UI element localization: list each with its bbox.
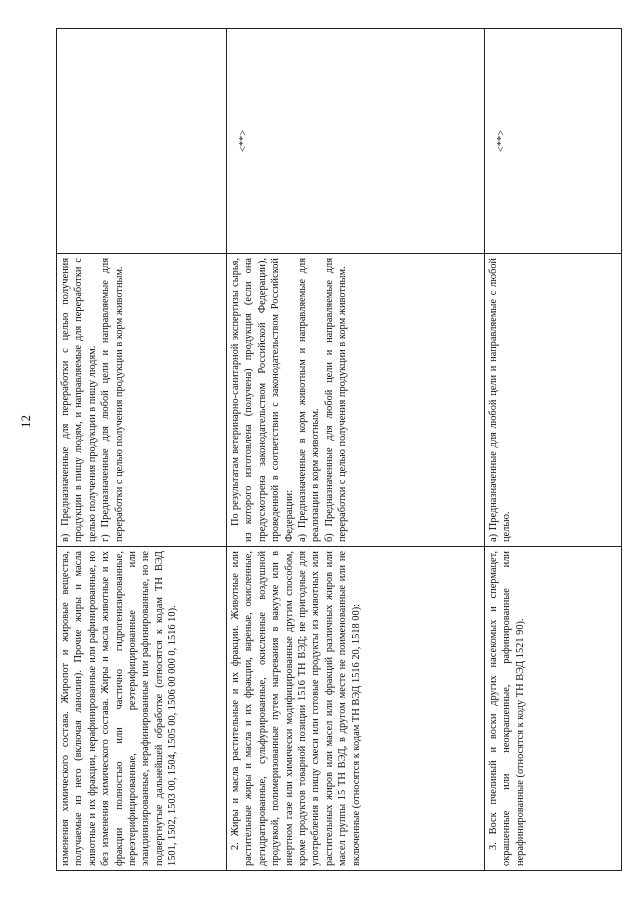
page-number: 12 <box>18 415 33 428</box>
table-row <box>57 29 227 871</box>
purpose-item: По результатам ветеринарно-санитарной экспертизы сырья, из которого изготовлена (получена) продукция (если она предусмотрена законодательством Российской Федерации), проведенной в соответствии с законодательством Российской Федерации: <box>230 258 295 542</box>
purpose-item: в) Предназначенные для переработки с целью получения продукции в пищу людям, и направляемые для переработки с целью получения продукции в пищу людям. <box>60 258 98 542</box>
purpose-cell <box>485 254 622 547</box>
purpose-cell <box>227 254 485 547</box>
note-cell <box>57 29 227 254</box>
table-row <box>485 29 622 871</box>
purpose-cell <box>57 254 227 547</box>
note-mark: <**> <box>496 129 507 153</box>
regulation-table <box>56 28 622 871</box>
product-description-cell <box>485 547 622 871</box>
note-cell <box>485 29 622 254</box>
note-mark: <**> <box>238 129 249 153</box>
purpose-item: а) Предназначенные для любой цели и направляемые с любой целью. <box>488 258 513 542</box>
purpose-item: а) Предназначенные в корм животным и направляемые для реализации в корм животным. <box>297 258 322 542</box>
table-row <box>227 29 485 871</box>
product-description-cell <box>57 547 227 871</box>
product-description: изменения химического состава. Жиропот и жировые вещества, получаемые из него (включая ланолин). Прочие жиры и масла животные и их фракции, нерафинированные или рафинированные, но без изменения химического состава. Жиры и масла животные и их фракции полностью или частично гидрогенизированные, переэтерифицированные, реэтерифицированные или элаидинизированные, нерафинированные или рафинированные, но не подвергнутые дальнейшей обработке (относятся к кодам ТН ВЭД 1501, 1502, 1503 00, 1504, 1505 00, 1506 00 000 0, 1516 10). <box>60 551 179 866</box>
product-description: 2. Жиры и масла растительные и их фракции. Животные или растительные жиры и масла и их фракции, вареные, окисленные, дегидратированные, сульфурированные, окисленные воздушной продувкой, полимеризованные путем нагревания в вакууме или в инертном газе или химически модифицированные другим способом, кроме продуктов товарной позиции 1516 ТН ВЭД; не пригодные для употребления в пищу смеси или готовые продукты из животных или растительных жиров или масел или фракций различных жиров или масел группы 15 ТН ВЭД, в другом месте не поименованные или не включенные (относятся к кодам ТН ВЭД 1516 20, 1518 00): <box>230 551 362 866</box>
product-description: 3. Воск пчелиный и воски других насекомых и спермацет, окрашенные или неокрашенные, рафинированные или нерафинированные (относятся к коду ТН ВЭД 1521 90). <box>488 551 526 866</box>
rotated-page <box>56 29 622 871</box>
product-description-cell <box>227 547 485 871</box>
note-cell <box>227 29 485 254</box>
purpose-item: г) Предназначенные для любой цели и направляемые для переработки с целью получения продукции в корм животным. <box>100 258 125 542</box>
purpose-item: б) Предназначенные для любой цели и направляемые для переработки с целью получения продукции в корм животным. <box>323 258 349 542</box>
